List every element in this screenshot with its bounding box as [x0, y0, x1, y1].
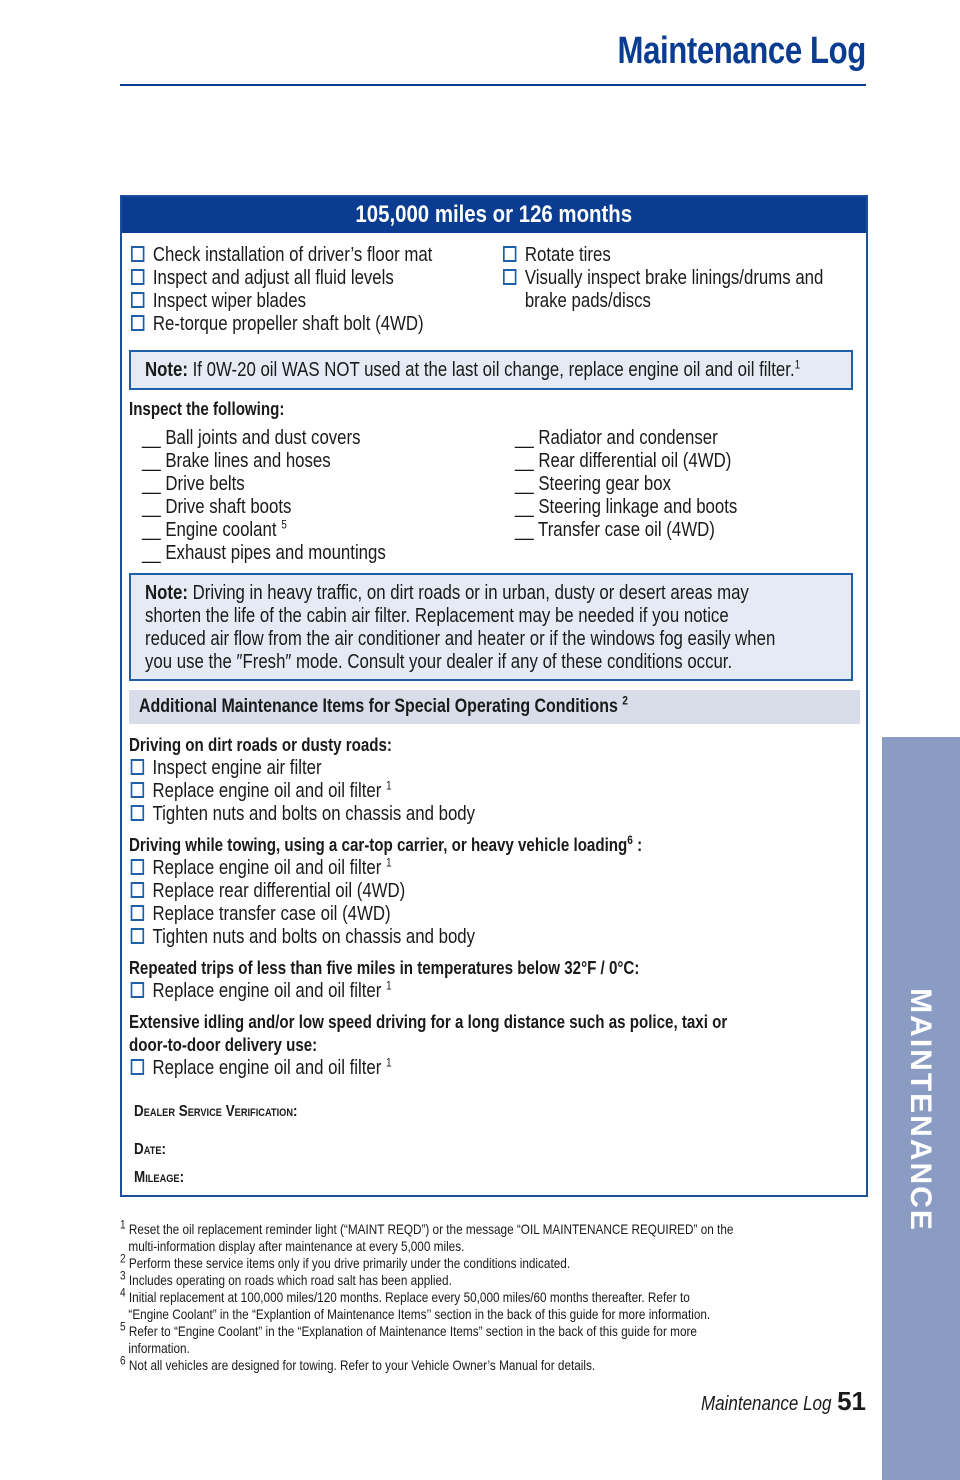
note-cabin-text: Note: Driving in heavy traffic, on dirt roads or in urban, dusty or desert areas may shorten the life of the cabin air filter. Replacement may be needed if you notice reduced air flow from the air conditioner and heater or if the windows fog easily when you use the ″Fresh″ mode. Consult your dealer if any of these conditions occur. [145, 582, 776, 673]
footnote: 2 Perform these service items only if you drive primarily under the conditions indicated. [120, 1251, 571, 1271]
check-item[interactable]: Rotate tires [503, 244, 823, 267]
check-item[interactable]: Check installation of driver’s floor mat [131, 244, 432, 267]
checkbox-icon[interactable] [131, 905, 144, 921]
side-tab-label: MAINTENANCE [904, 988, 937, 1232]
page-footer [678, 1386, 866, 1417]
check-item[interactable]: Replace rear differential oil (4WD) [129, 880, 642, 903]
inspect-item: __ Brake lines and hoses [142, 450, 331, 472]
page-number: 51 [837, 1386, 866, 1416]
checkbox-icon[interactable] [131, 982, 144, 998]
title-rule [120, 84, 866, 86]
inspect-item: __ Exhaust pipes and mountings [142, 542, 386, 564]
checkbox-icon[interactable] [131, 928, 144, 944]
condition-idling [129, 1011, 841, 1080]
check-item[interactable]: Replace engine oil and oil filter $^1$ [129, 780, 475, 803]
card-header-text: 105,000 miles or 126 months [355, 201, 633, 228]
footnote: 4 Initial replacement at 100,000 miles/120 months. Replace every 50,000 miles/60 months thereafter. Refer to [120, 1285, 690, 1305]
checkbox-icon[interactable] [131, 292, 144, 308]
inspect-item: __ Engine coolant $^5$ [142, 517, 287, 541]
check-item[interactable]: Inspect wiper blades [131, 290, 432, 313]
footnote: 5 Refer to “Engine Coolant” in the “Explanation of Maintenance Items” section in the back of this guide for more [120, 1319, 697, 1339]
checkbox-icon[interactable] [503, 269, 516, 285]
checkbox-icon[interactable] [131, 269, 144, 285]
inspect-left [142, 427, 432, 565]
condition-heading: Repeated trips of less than five miles in temperatures below 32°F / 0°C: [129, 958, 640, 978]
inspect-item: __ Drive shaft boots [142, 496, 292, 518]
additional-heading-bar [129, 690, 860, 724]
inspect-item: __ Ball joints and dust covers [142, 427, 361, 449]
footer-section: Maintenance Log [700, 1393, 832, 1415]
inspect-heading: Inspect the following: [129, 399, 285, 419]
footnote: 6 Not all vehicles are designed for towing. Refer to your Vehicle Owner’s Manual for details. [120, 1353, 596, 1373]
inspect-item: __ Radiator and condenser [515, 427, 718, 449]
inspect-item: __ Steering linkage and boots [515, 496, 738, 518]
check-item-continued: brake pads/discs [524, 290, 651, 312]
checkbox-icon[interactable] [131, 759, 144, 775]
condition-heading: Driving while towing, using a car-top carrier, or heavy vehicle loading$^6$ : [129, 833, 643, 855]
checklist-left [131, 244, 490, 336]
footnote-continued: “Engine Coolant” in the “Explantion of Maintenance Items’’ section in the back of this guide for more information. [128, 1306, 711, 1322]
checkbox-icon[interactable] [131, 315, 144, 331]
check-item[interactable]: Replace transfer case oil (4WD) [129, 903, 642, 926]
check-item[interactable]: Replace engine oil and oil filter $^1$ [129, 980, 639, 1003]
footnotes [120, 1217, 865, 1374]
condition-short-trips [129, 957, 737, 1003]
condition-heading: Driving on dirt roads or dusty roads: [129, 735, 392, 755]
condition-heading: door-to-door delivery use: [129, 1035, 318, 1055]
check-item[interactable]: Replace engine oil and oil filter $^1$ [129, 857, 642, 880]
footnote: 3 Includes operating on roads which road salt has been applied. [120, 1268, 452, 1288]
card-header [122, 197, 866, 233]
footnote: 1 Reset the oil replacement reminder light (“MAINT REQD”) or the message “OIL MAINTENANCE REQUIRED” on the [120, 1217, 734, 1237]
checkbox-icon[interactable] [503, 246, 516, 262]
footnote-continued: information. [128, 1340, 190, 1356]
condition-towing [129, 834, 740, 949]
additional-heading: Additional Maintenance Items for Special Operating Conditions $^2$ [139, 693, 628, 717]
checkbox-icon[interactable] [131, 805, 144, 821]
checkbox-icon[interactable] [131, 782, 144, 798]
condition-heading: Extensive idling and/or low speed driving for a long distance such as police, taxi or [129, 1012, 728, 1032]
checkbox-icon[interactable] [131, 882, 144, 898]
note-oil [129, 350, 853, 390]
checkbox-icon[interactable] [131, 1059, 144, 1075]
inspect-item: __ Drive belts [142, 473, 245, 495]
checkbox-icon[interactable] [131, 859, 144, 875]
note-cabin-filter [129, 573, 853, 681]
checklist-right [503, 244, 884, 313]
inspect-right [515, 427, 780, 542]
maintenance-card [120, 195, 868, 1197]
inspect-item: __ Rear differential oil (4WD) [515, 450, 732, 472]
check-item[interactable]: Tighten nuts and bolts on chassis and body [129, 803, 475, 826]
check-item[interactable]: Replace engine oil and oil filter $^1$ [129, 1057, 727, 1080]
check-item[interactable]: Re-torque propeller shaft bolt (4WD) [131, 313, 432, 336]
check-item[interactable]: Inspect engine air filter [129, 757, 475, 780]
condition-dirt [129, 734, 541, 826]
dealer-verification-label: Dealer Service Verification: [134, 1103, 298, 1120]
inspect-item: __ Steering gear box [515, 473, 671, 495]
footnote-continued: multi-information display after maintenance at every 5,000 miles. [128, 1238, 465, 1254]
note-oil-text: Note: If 0W-20 oil WAS NOT used at the last oil change, replace engine oil and oil filter.$^1$ [145, 357, 801, 381]
page-title: Maintenance Log [617, 30, 866, 72]
check-item[interactable]: Visually inspect brake linings/drums and [503, 267, 823, 290]
date-label: Date: [134, 1141, 166, 1158]
check-item[interactable]: Tighten nuts and bolts on chassis and body [129, 926, 642, 949]
mileage-label: Mileage: [134, 1169, 185, 1186]
checkbox-icon[interactable] [131, 246, 144, 262]
check-item[interactable]: Inspect and adjust all fluid levels [131, 267, 432, 290]
inspect-item: __ Transfer case oil (4WD) [515, 519, 715, 541]
